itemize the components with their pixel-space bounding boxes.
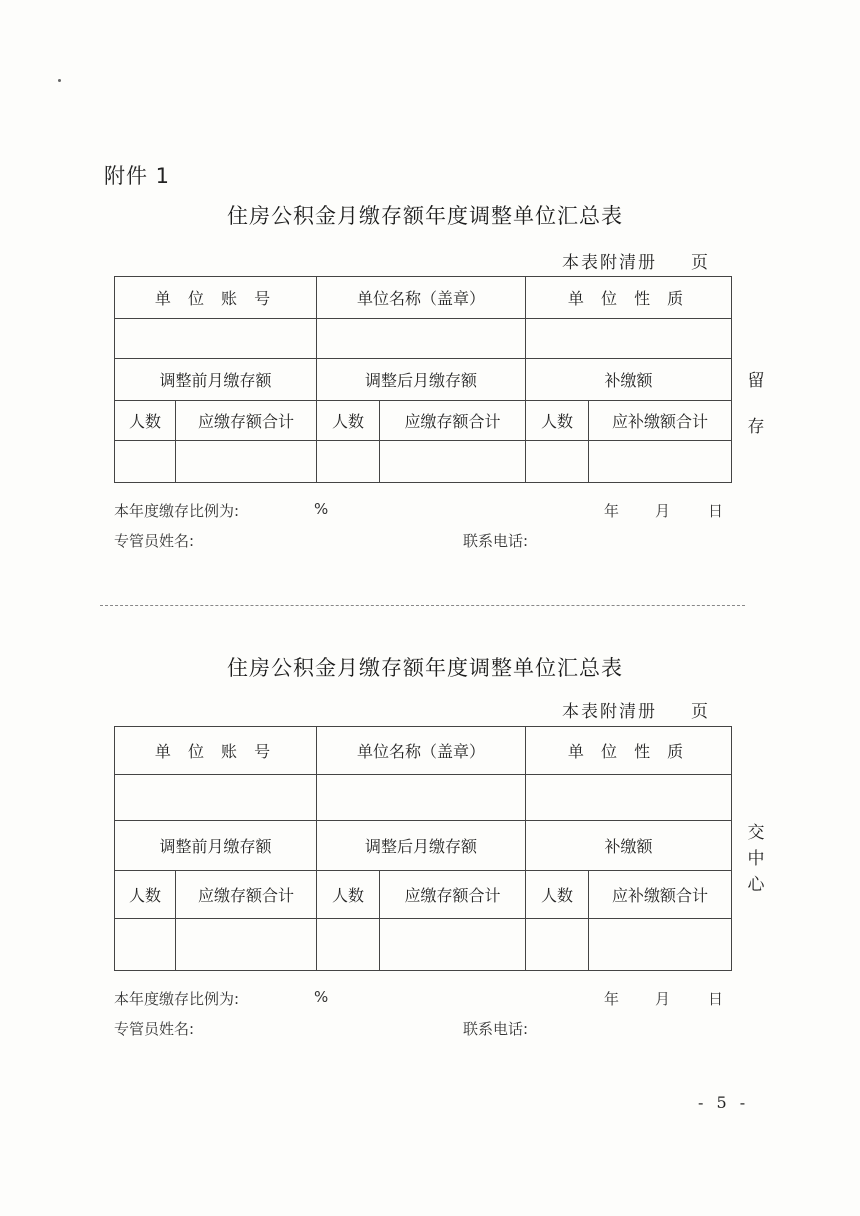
header-unit-account: 单 位 账 号 [115,727,317,775]
cell-unit-name[interactable] [317,775,526,821]
header-unit-nature: 单 位 性 质 [526,727,732,775]
cell-count-before[interactable] [115,919,176,971]
pages-note [562,248,710,273]
ratio-percent: % [314,988,329,1006]
side-char: 留 [747,371,765,391]
group-before-adjustment: 调整前月缴存额 [115,359,317,401]
col-supplement-total: 应补缴额合计 [589,871,732,919]
col-count-supplement: 人数 [526,871,589,919]
side-char: 交 [747,823,765,843]
cell-unit-nature[interactable] [526,319,732,359]
group-before-adjustment: 调整前月缴存额 [115,821,317,871]
date-day: 日 [708,502,724,520]
side-char: 心 [747,875,765,895]
form-title [0,652,860,682]
col-count-after: 人数 [317,871,380,919]
cell-deposit-total-after[interactable] [380,919,526,971]
cell-unit-account[interactable] [115,319,317,359]
cell-count-supplement[interactable] [526,919,589,971]
cell-supplement-total[interactable] [589,919,732,971]
header-unit-account: 单 位 账 号 [115,277,317,319]
pages-note-prefix: 本表附清册 [562,702,657,722]
col-supplement-total: 应补缴额合计 [589,401,732,441]
form-title-text: 住房公积金月缴存额年度调整单位汇总表 [227,204,623,228]
cell-supplement-total[interactable] [589,441,732,483]
group-supplement: 补缴额 [526,821,732,871]
manager-name-label: 专管员姓名: [114,1020,195,1038]
summary-table [114,276,732,483]
date-month: 月 [655,502,671,520]
col-count-before: 人数 [115,871,176,919]
header-unit-name: 单位名称（盖章） [317,277,526,319]
cell-count-before[interactable] [115,441,176,483]
cut-line [100,605,745,606]
cell-deposit-total-before[interactable] [176,919,317,971]
side-char: 中 [747,849,765,869]
cell-unit-account[interactable] [115,775,317,821]
summary-table [114,726,732,971]
phone-label: 联系电话: [463,532,529,550]
page-number: - 5 - [698,1093,750,1112]
cell-unit-nature[interactable] [526,775,732,821]
copy-label-center [746,820,766,898]
cell-deposit-total-before[interactable] [176,441,317,483]
header-unit-name: 单位名称（盖章） [317,727,526,775]
pages-note-suffix: 页 [691,702,710,722]
header-unit-nature: 单 位 性 质 [526,277,732,319]
cell-count-after[interactable] [317,919,380,971]
col-deposit-total-before: 应缴存额合计 [176,401,317,441]
side-char: 存 [747,417,765,437]
ratio-percent: % [314,500,329,518]
ratio-label: 本年度缴存比例为: [114,502,240,520]
col-deposit-total-before: 应缴存额合计 [176,871,317,919]
cell-deposit-total-after[interactable] [380,441,526,483]
cell-count-after[interactable] [317,441,380,483]
col-count-after: 人数 [317,401,380,441]
phone-label: 联系电话: [463,1020,529,1038]
date-month: 月 [655,990,671,1008]
date-day: 日 [708,990,724,1008]
col-count-before: 人数 [115,401,176,441]
form-title [0,200,860,230]
pages-note-suffix: 页 [691,253,710,273]
attachment-label: 附件 1 [104,164,171,188]
col-deposit-total-after: 应缴存额合计 [380,401,526,441]
cell-unit-name[interactable] [317,319,526,359]
date-year: 年 [604,990,620,1008]
form-title-text: 住房公积金月缴存额年度调整单位汇总表 [227,656,623,680]
col-deposit-total-after: 应缴存额合计 [380,871,526,919]
cell-count-supplement[interactable] [526,441,589,483]
group-supplement: 补缴额 [526,359,732,401]
ratio-label: 本年度缴存比例为: [114,990,240,1008]
date-year: 年 [604,502,620,520]
manager-name-label: 专管员姓名: [114,532,195,550]
group-after-adjustment: 调整后月缴存额 [317,359,526,401]
scan-speck [58,79,61,82]
pages-note [562,697,710,722]
group-after-adjustment: 调整后月缴存额 [317,821,526,871]
col-count-supplement: 人数 [526,401,589,441]
pages-note-prefix: 本表附清册 [562,253,657,273]
copy-label-retain [746,368,766,440]
